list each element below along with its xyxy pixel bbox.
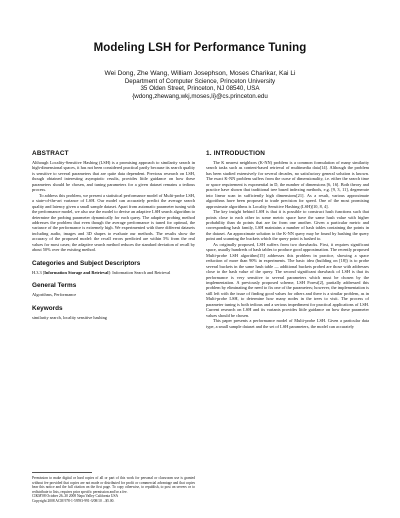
keywords-heading: Keywords [32, 304, 63, 312]
categories-heading: Categories and Subject Descriptors [32, 259, 141, 267]
author-affiliation: Department of Computer Science, Princeton University [124, 77, 276, 85]
general-terms-heading: General Terms [32, 282, 77, 290]
author-names: Wei Dong, Zhe Wang, William Josephson, Moses Charikar, Kai Li [104, 70, 296, 77]
categories-term: Information Storage and Retrieval [44, 269, 109, 275]
keywords-text: similarity search, locality sensitive hashing [32, 314, 107, 320]
introduction-paragraph: The K nearest neighbors (K-NN) problem is a common formulation of many similarity search tasks such as content-based retrieval of multimedia data[14]. Although the problem has been studied extensively for several decades, no satisfactory general solution is known. The exact K-NN problem suffers from the curse of dimensionality, i.e. either the search time or space requirement is exponential in D, the number of dimensions [6, 16]. Both theory and practice have shown that traditional tree based indexing methods, e.g. [9, 3, 11], degenerate into linear scan in sufficiently high dimensions[21]. As a result, various approximate algorithms have been proposed to trade precision for speed. One of the most promising approximate algorithms is Locality Sensitive Hashing (LSH)[10, 8, 4]. [206, 160, 369, 209]
author-email: {wdong,zhewang,wkj,moses,li}@cs.princeton.edu [132, 92, 268, 100]
copyright-conference: CIKM'08 October 26–30 2008 Napa Valley California USA [32, 494, 119, 498]
general-terms-text: Algorithms, Performance [32, 292, 77, 298]
left-column [32, 150, 195, 320]
right-column [206, 150, 369, 329]
categories-text [32, 270, 195, 275]
copyright-notice [32, 466, 195, 503]
introduction-heading: 1. INTRODUCTION [206, 150, 266, 157]
author-address: 35 Olden Street, Princeton, NJ 08540, USA [140, 85, 260, 93]
introduction-paragraph: As originally proposed, LSH suffers from two drawbacks. First, it requires significant space, usually hundreds of hash tables to produce good approximation. The recently proposed Multi-probe LSH algorithm[15] addresses this problem in practice, showing a space reduction of more than 90% in experiments. The basic idea (building on [18]) is to probe several buckets in the same hash table — additional buckets probed are those with addresses close to the hash value of the query. The second significant drawback of LSH is that its performance is very sensitive to several parameters which must be chosen by the implementation. A previously proposed scheme, LSH Forest[2], partially addressed this problem by eliminating the need to fix one of the parameters; however, the implementation is still left with the issue of finding good values for others and there is a similar problem, as in Multi-probe LSH, to determine how many nodes in the trees to visit. The process of parameter tuning is both tedious and a serious impediment for practical applications of LSH. Current research on LSH and its variants provides little guidance on how these parameter values should be chosen. [206, 241, 370, 318]
introduction-paragraph: The key insight behind LSH is that it is possible to construct hash functions such that points close to each other in some metric space have the same hash value with higher probability than do points that are far from one another. Given a particular metric and corresponding hash family, LSH maintains a number of hash tables containing the points in the dataset. An approximate solution to the K-NN query may be found by hashing the query point and scanning the buckets which the query point is hashed to. [206, 209, 369, 242]
abstract-paragraph: To address this problem, we present a statistical performance model of Multi-probe LSH, a state-of-the-art variance of LSH. Our model can accurately predict the average search quality and latency given a small sample dataset. Apart from automatic parameter tuning with the performance model, we also use the model to devise an adaptive LSH search algorithm to determine the probing parameter dynamically for each query. The adaptive probing method addresses the problem that even though the average performance is tuned for optimal, the variance of the performance is extremely high. We experimented with three different datasets including audio, images and 3D shapes to evaluate our methods. The results show the accuracy of the proposed model: the recall errors predicted are within 5% from the real values for most cases; the adaptive search method reduces the standard deviation of recall by about 50% over the existing method. [32, 192, 195, 253]
abstract-heading: ABSTRACT [32, 150, 69, 157]
abstract-paragraph: Although Locality-Sensitive Hashing (LSH) is a promising approach to similarity search in high-dimensional spaces, it has not been considered practical partly because its search quality is sensitive to several parameters that are quite data dependent. Previous research on LSH, though obtained interesting asymptotic results, provides little guidance on how these parameters should be chosen, and tuning parameters for a given dataset remains a tedious process. [32, 160, 195, 193]
introduction-paragraph: This paper presents a performance model of Multi-probe LSH. Given a particular data type, a small sample dataset and the set of LSH parameters, the model can accurately [206, 318, 369, 329]
footnote-divider [32, 472, 92, 473]
copyright-acm: Copyright 2008 ACM 978-1-59593-991-3/08/10 ...$5.00. [32, 498, 115, 503]
author-block [0, 70, 400, 100]
paper-title: Modeling LSH for Performance Tuning [93, 42, 307, 54]
categories-code: H.3.3 [ [32, 269, 45, 275]
copyright-permission: Permission to make digital or hard copies of all or part of this work for personal or classroom use is granted without fee provided that copies are not made or distributed for profit or commercial advantage and that copies bear this notice and the full citation on the first page. To copy otherwise, to republish, to post on servers or to redistribute to lists, requires prior specific permission and/or a fee. [32, 476, 195, 494]
categories-rest: ]: Information Search and Retrieval [108, 269, 171, 275]
